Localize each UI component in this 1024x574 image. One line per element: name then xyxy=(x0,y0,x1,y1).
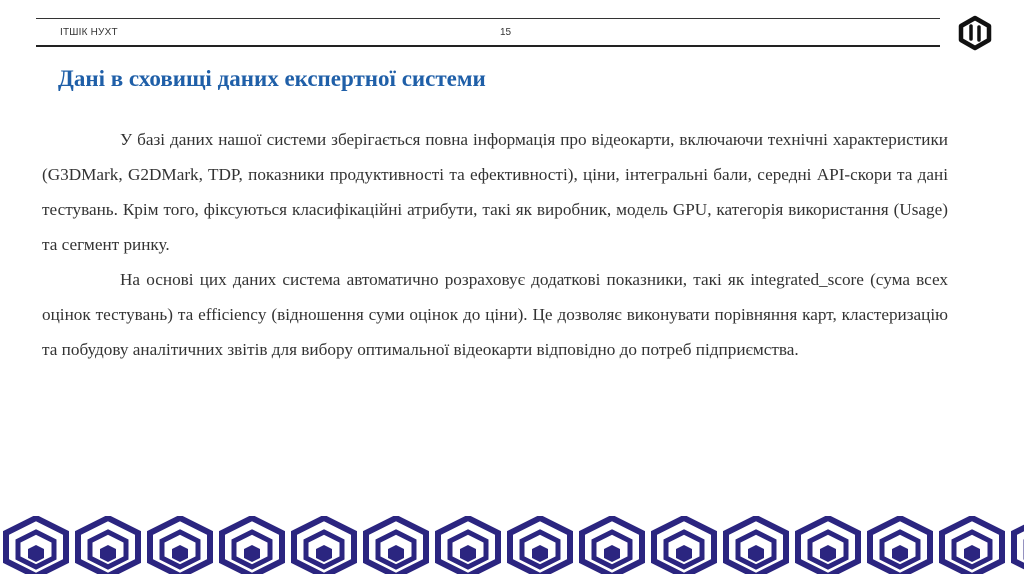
org-label: ІТШІК НУХТ xyxy=(60,27,118,38)
body-text xyxy=(42,122,948,367)
page-number: 15 xyxy=(500,27,512,38)
paragraph: У базі даних нашої системи зберігається повна інформація про відеокарти, включаючи технічні характеристики (G3DMark, G2DMark, TDP, показники продуктивності та ефективності), ціни, інтегральні бали, середні API-скори та дані тестувань. Крім того, фіксуються класифікаційні атрибути, такі як виробник, модель GPU, категорія використання (Usage) та сегмент ринку. xyxy=(42,130,948,254)
slide-title: Дані в сховищі даних експертної системи xyxy=(58,66,486,91)
brand-hexagon-logo-icon xyxy=(956,15,994,51)
header-top-rule xyxy=(36,18,940,19)
header-bottom-rule xyxy=(36,45,940,47)
paragraph: На основі цих даних система автоматично розраховує додаткові показники, такі як integrated_score (сума всех оцінок тестувань) та efficiency (відношення суми оцінок до ціни). Це дозволяє виконувати порівняння карт, кластеризацію та побудову аналітичних звітів для вибору оптимальної відеокарти відповідно до потреб підприємства. xyxy=(42,270,948,359)
decorative-hexagon-pattern xyxy=(0,516,1024,574)
